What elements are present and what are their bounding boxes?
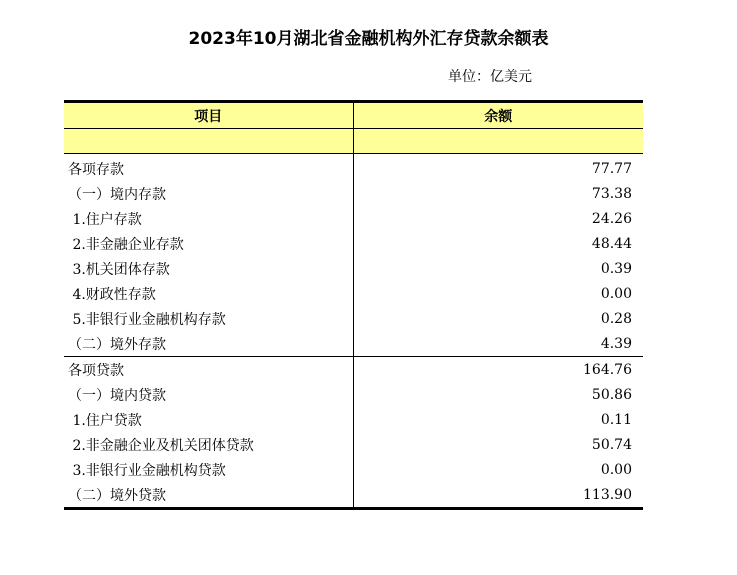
row-amount: 50.86 bbox=[591, 386, 632, 403]
row-amount: 0.28 bbox=[600, 310, 632, 327]
table-row bbox=[64, 457, 643, 482]
row-item: 3.机关团体存款 bbox=[64, 256, 353, 281]
header-item: 项目 bbox=[64, 102, 353, 129]
row-amount: 77.77 bbox=[591, 160, 632, 177]
row-item: 3.非银行业金融机构贷款 bbox=[64, 457, 353, 482]
table-row bbox=[64, 181, 643, 206]
table-row bbox=[64, 306, 643, 331]
row-amount: 0.39 bbox=[600, 260, 632, 277]
row-amount: 24.26 bbox=[591, 210, 632, 227]
row-amount: 50.74 bbox=[591, 436, 632, 453]
table-row bbox=[64, 432, 643, 457]
row-amount: 113.90 bbox=[353, 482, 643, 509]
blank-cell bbox=[64, 129, 353, 154]
row-amount: 0.11 bbox=[600, 411, 632, 428]
row-amount: 73.38 bbox=[591, 185, 632, 202]
unit-label: 单位：亿美元 bbox=[448, 69, 532, 85]
table-row bbox=[64, 281, 643, 306]
row-item: （二）境外存款 bbox=[64, 331, 353, 357]
row-item: 2.非金融企业及机关团体贷款 bbox=[64, 432, 353, 457]
table-row bbox=[64, 231, 643, 256]
row-amount: 164.76 bbox=[353, 357, 643, 383]
row-item: （二）境外贷款 bbox=[64, 482, 353, 509]
row-item: 2.非金融企业存款 bbox=[64, 231, 353, 256]
page-title: 2023年10月湖北省金融机构外汇存贷款余额表 bbox=[188, 29, 549, 49]
row-item: （一）境内存款 bbox=[64, 181, 353, 206]
row-item: 5.非银行业金融机构存款 bbox=[64, 306, 353, 331]
table-row bbox=[64, 357, 643, 383]
row-item: 4.财政性存款 bbox=[64, 281, 353, 306]
balance-table bbox=[64, 100, 643, 510]
row-item: 1.住户贷款 bbox=[64, 407, 353, 432]
row-amount: 0.00 bbox=[600, 461, 632, 478]
table-row bbox=[64, 482, 643, 509]
row-amount: 0.00 bbox=[600, 285, 632, 302]
row-item: 各项贷款 bbox=[64, 357, 353, 383]
table-row bbox=[64, 256, 643, 281]
header-blank-row bbox=[64, 129, 643, 154]
row-item: 各项存款 bbox=[64, 154, 353, 182]
row-item: （一）境内贷款 bbox=[64, 382, 353, 407]
table-row bbox=[64, 382, 643, 407]
table-row bbox=[64, 206, 643, 231]
row-amount: 4.39 bbox=[600, 335, 632, 352]
row-amount: 48.44 bbox=[591, 235, 632, 252]
table-row bbox=[64, 407, 643, 432]
blank-cell bbox=[353, 129, 643, 154]
header-amount: 余额 bbox=[353, 102, 643, 129]
table-header-row bbox=[64, 102, 643, 129]
row-item: 1.住户存款 bbox=[64, 206, 353, 231]
table-row bbox=[64, 154, 643, 182]
table-row bbox=[64, 331, 643, 357]
